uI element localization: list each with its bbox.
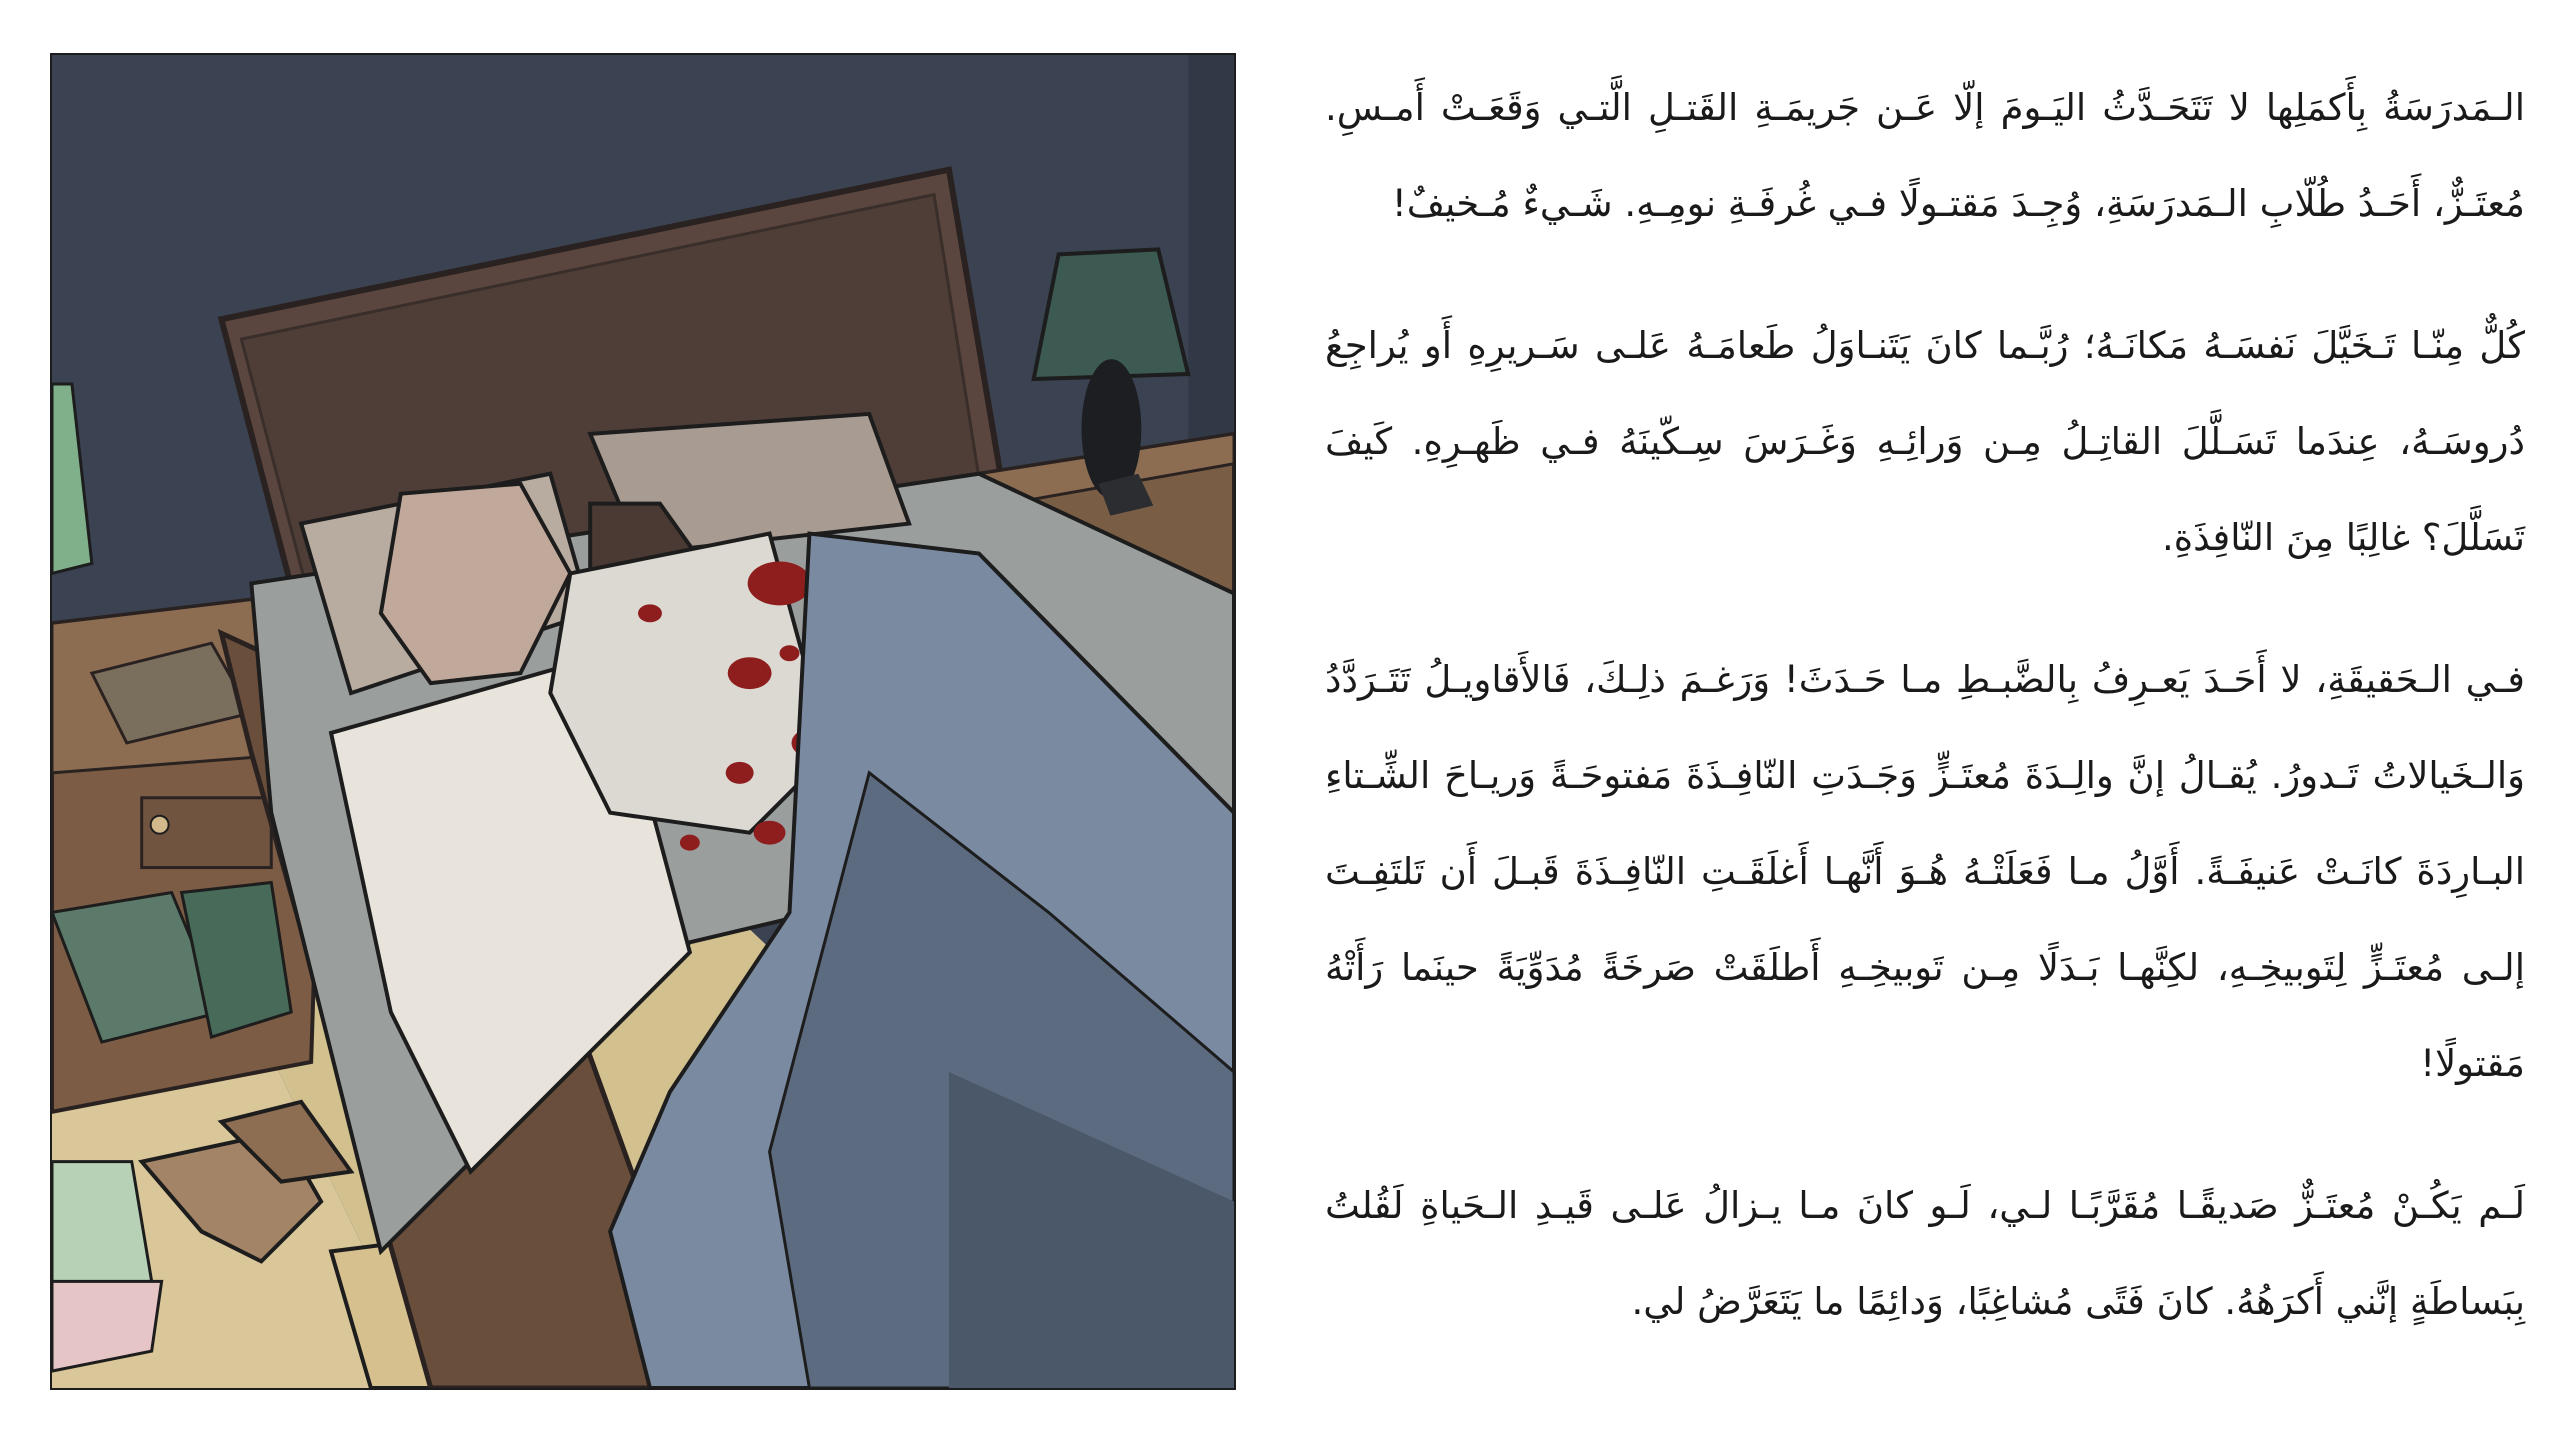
- crime-scene-illustration: [50, 53, 1236, 1390]
- story-paragraph-4: لَـم يَكُـنْ مُعتَـزٌّ صَديقًـا مُقَرَّبًـا لـي، لَـو كانَ مـا يـزالُ عَلـى قَيـدِ الـحَياةِ لَقُلتُ بِبَساطَةٍ إنَّني أَكرَهُهُ. كانَ فَتًى مُشاغِبًا، وَدائِمًا ما يَتَعَرَّضُ لي.: [1325, 1184, 2525, 1323]
- story-paragraph-2: كُلٌّ مِنّـا تَـخَيَّلَ نَفسَـهُ مَكانَـهُ؛ رُبَّـما كانَ يَتَنـاوَلُ طَعامَـهُ عَلـى سَـريرِهِ أَو يُراجِعُ دُروسَـهُ، عِندَما تَسَـلَّلَ القاتِـلُ مِـن وَرائِـهِ وَغَـرَسَ سِـكّينَهُ فـي ظَهـرِهِ. كَيفَ تَسَلَّلَ؟ غالِبًا مِنَ النّافِذَةِ.: [1325, 324, 2525, 559]
- bedroom-scene-icon: [52, 55, 1234, 1388]
- story-paragraph-3: فـي الـحَقيقَةِ، لا أَحَـدَ يَعـرِفُ بِالضَّبـطِ مـا حَـدَثَ! وَرَغـمَ ذلِـكَ، فَالأَقاويـلُ تَتَـرَدَّدُ وَالـخَيالاتُ تَـدورُ. يُقـالُ إنَّ والِـدَةَ مُعتَـزٍّ وَجَـدَتِ النّافِـذَةَ مَفتوحَـةً وَريـاحَ الشِّـتاءِ البـارِدَةَ كانَـتْ عَنيفَـةً. أَوَّلُ مـا فَعَلَتْـهُ هُـوَ أَنَّهـا أَغلَقَـتِ النّافِـذَةَ قَبـلَ أَن تَلتَفِـتَ إلـى مُعتَـزٍّ لِتَوبيخِـهِ، لكِنَّهـا بَـدَلًا مِـن تَوبيخِـهِ أَطلَقَتْ صَرخَةً مُدَوِّيَةً حينَما رَأَتْهُ مَقتولًا!: [1325, 658, 2525, 1085]
- story-paragraph-1: الـمَدرَسَةُ بِأَكمَلِها لا تَتَحَـدَّثُ اليَـومَ إلّا عَـن جَريمَـةِ القَتـلِ الَّتـي وَقَعَـتْ أَمـسِ. مُعتَـزٌّ، أَحَـدُ طُلّابِ الـمَدرَسَةِ، وُجِـدَ مَقتـولًا فـي غُرفَـةِ نومِـهِ. شَـيءٌ مُـخيفٌ!: [1325, 86, 2525, 225]
- story-text-column: [1325, 60, 2525, 1350]
